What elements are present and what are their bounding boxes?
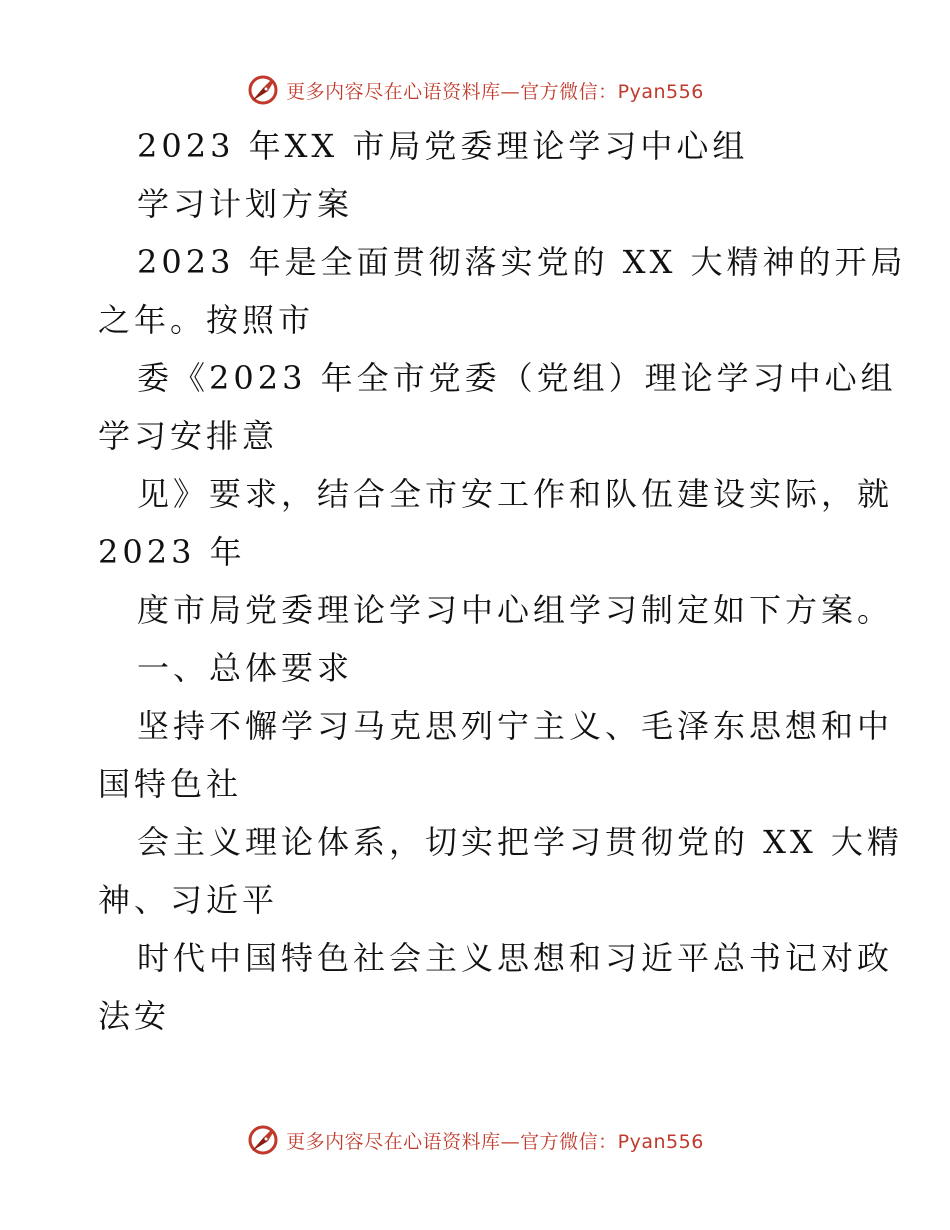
pen-nib-logo-icon	[246, 73, 280, 107]
footer-banner-slogan: 更多内容尽在心语资料库—	[286, 1130, 521, 1153]
header-banner-text	[286, 77, 704, 104]
doc-title-line-2: 学习计划方案	[137, 185, 354, 223]
doc-text-line: 度市局党委理论学习中心组学习制定如下方案。	[137, 591, 894, 629]
doc-text-line: 坚持不懈学习马克思列宁主义、毛泽东思想和中	[137, 707, 894, 745]
doc-text-line: 神、习近平	[98, 881, 279, 919]
footer-banner-text	[286, 1127, 704, 1154]
header-banner	[0, 70, 950, 110]
doc-text-line: 会主义理论体系，切实把学习贯彻党的 XX 大精	[137, 823, 903, 861]
footer-banner	[0, 1120, 950, 1160]
header-banner-contact: 官方微信：Pyan556	[520, 80, 704, 103]
doc-text-line: 之年。按照市	[98, 301, 315, 339]
doc-text-line: 国特色社	[98, 765, 243, 803]
section-heading: 一、总体要求	[137, 649, 354, 687]
pen-nib-logo-icon	[246, 1123, 280, 1157]
doc-text-line: 时代中国特色社会主义思想和习近平总书记对政	[137, 939, 894, 977]
header-banner-slogan: 更多内容尽在心语资料库—	[286, 80, 521, 103]
doc-title-line-1: 2023 年XX 市局党委理论学习中心组	[137, 127, 749, 165]
doc-text-line: 委《2023 年全市党委（党组）理论学习中心组	[137, 359, 897, 397]
doc-text-line: 见》要求，结合全市安工作和队伍建设实际，就	[137, 475, 894, 513]
doc-text-line: 法安	[98, 997, 171, 1035]
footer-banner-contact: 官方微信：Pyan556	[520, 1130, 704, 1153]
doc-text-line: 2023 年是全面贯彻落实党的 XX 大精神的开局	[137, 243, 907, 281]
doc-text-line: 2023 年	[98, 533, 246, 571]
doc-text-line: 学习安排意	[98, 417, 279, 455]
